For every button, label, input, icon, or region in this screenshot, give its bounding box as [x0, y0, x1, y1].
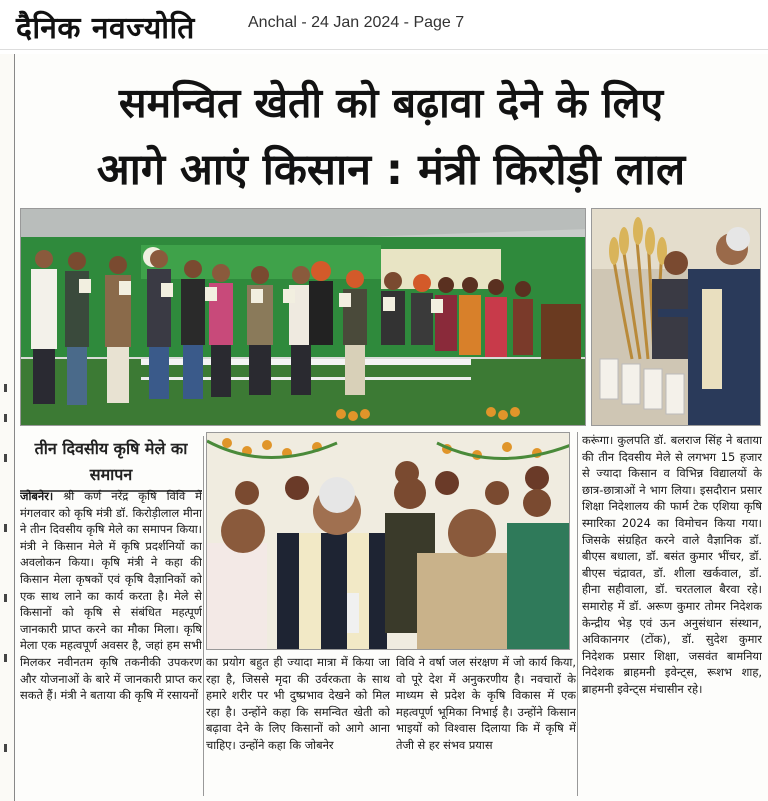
column-divider — [577, 432, 578, 796]
edge-mark — [4, 594, 7, 602]
masthead: दैनिक नवज्योति — [16, 11, 195, 46]
column-1-text: श्री कर्ण नरेंद्र कृषि विवि में मंगलवार को कृषि मंत्री डॉ. किरोड़ीलाल मीना ने तीन दिवसीय कृषि मेले का समापन किया। मंत्री ने किसान मेले में कृषि प्रदर्शनियों का अवलोकन किया। कृषि मंत्री ने कहा की किसान मेला कृषकों एवं कृषि वैज्ञानिकों को एक साथ लाने का कार्य करता है। मेले से किसानों को कृषि से संबंधित महत्पूर्ण जानकारी प्राप्त करने का मौका मिला। कृषि मेला एक महत्वपूर्ण अवसर है, जहां हम सभी मिलकर नवीनतम कृषि तकनीकी उपकरण और योजनाओं के बारे में जानकारी प्राप्त कर सकते हैं। मंत्री ने बताया की कृषि में रसायनों — [20, 489, 202, 703]
article-column-1 — [20, 488, 202, 788]
dateline: जोबनेर। — [20, 489, 54, 503]
edge-mark — [4, 414, 7, 422]
column-4-text: करूंगा। कुलपति डॉ. बलराज सिंह ने बताया की तीन दिवसीय मेले से लगभग 15 हजार से ज्यादा किसान व विभिन्न विद्यालयों के छात्र-छात्राओं ने भाग लिया। इसदौरान प्रसार शिक्षा निदेशालय की फार्म टेक एशिया कृषि स्मारिका 2024 का विमोचन किया गया। जिसके संग्रहित करने वाले वैज्ञानिक डॉ. बीएस बधाला, डॉ. बसंत कुमार भींचर, डॉ. बीएस चंद्रावत, डॉ. शीला खर्कवाल, डॉ. हीना सहीवाला, डॉ. चरतलाल बैरवा रहे। समारोह में डॉ. अरूण कुमार तोमर निदेशक केन्द्रीय भेड़ एवं ऊन अनुसंधान संस्थान, अविकानगर (टोंक), डॉ. सुदेश कुमार निदेशक प्रसार शिक्षा, जसवंत बामनिया निदेशक ब्राहमनी इवेन्ट्स, रूशभ शाह, ब्राहमनी इवेन्ट्स मंचासीन रहे। — [582, 433, 762, 696]
top-bar — [0, 0, 768, 50]
edge-mark — [4, 384, 7, 392]
edge-mark — [4, 654, 7, 662]
minister-exhibit-photo — [591, 208, 761, 426]
edge-mark — [4, 524, 7, 532]
headline-line-1: समन्वित खेती को बढ़ावा देने के लिए — [118, 79, 664, 127]
article-column-3 — [396, 654, 576, 794]
headline-line-2: आगे आएं किसान : मंत्री किरोड़ी लाल — [96, 145, 686, 195]
article-column-2 — [206, 654, 390, 794]
stage-group-photo — [20, 208, 586, 426]
column-divider — [203, 436, 204, 796]
adjacent-page-edge — [0, 54, 14, 801]
crowd-minister-photo — [206, 432, 570, 650]
edition-info: Anchal - 24 Jan 2024 - Page 7 — [248, 14, 465, 31]
edge-mark — [4, 454, 7, 462]
column-2-text: का प्रयोग बहुत ही ज्यादा मात्रा में किया जा रहा है, जिससे मृदा की उर्वरकता के साथ हमारे शरीर पर भी दुष्प्रभाव देखने को मिल रहा है। उन्होंने कहा कि समन्वित खेती को बढ़ावा देने के लिए किसानों को आगे आना चाहिए। उन्होंने कहा कि जोबनेर — [206, 655, 390, 752]
edge-mark — [4, 744, 7, 752]
article-column-4 — [582, 432, 762, 792]
column-3-text: विवि ने वर्षा जल संरक्षण में जो कार्य किया, वो पूरे देश में अनुकरणीय है। नवचारों के माध्यम से प्रदेश के कृषि विकास में एक महत्वपूर्ण भूमिका निभाई है। उन्होंने किसान भाइयों को विश्वास दिलाया कि में कृषि में तेजी से हर संभव प्रयास — [396, 655, 576, 752]
article-subheading: तीन दिवसीय कृषि मेले का समापन — [20, 436, 202, 492]
